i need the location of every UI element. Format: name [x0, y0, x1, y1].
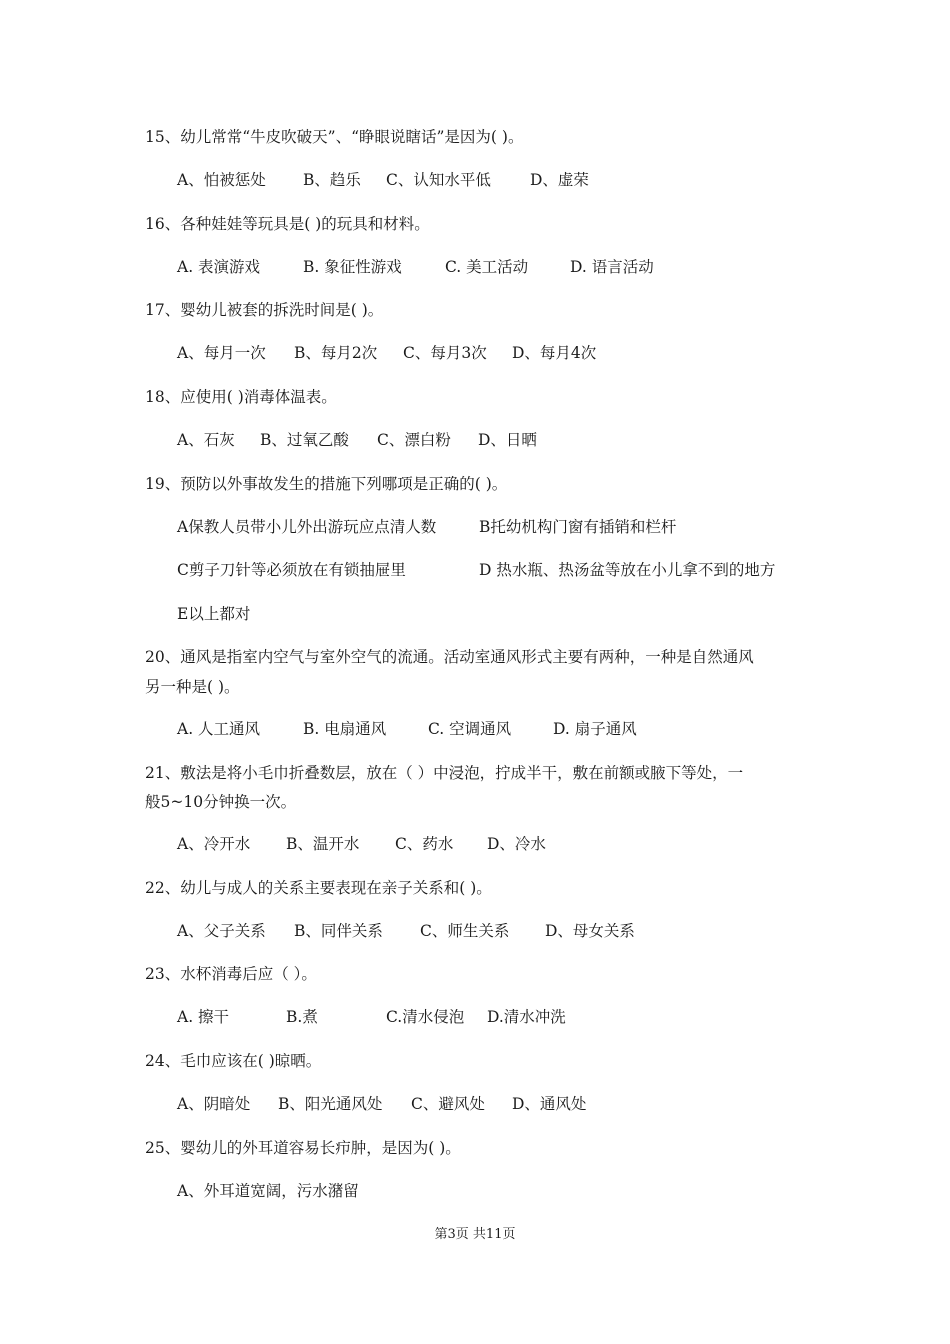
question-19-stem: 19、预防以外事故发生的措施下列哪项是正确的( )。 [145, 475, 508, 493]
page-footer: 第3页 共11页 [434, 1227, 516, 1242]
option-c: C、药水 [395, 835, 454, 853]
option-d: D、母女关系 [545, 922, 635, 940]
option-a: A、父子关系 [177, 922, 266, 940]
option-a: A、外耳道宽阔，污水潴留 [177, 1182, 359, 1200]
question-22-stem: 22、幼儿与成人的关系主要表现在亲子关系和( )。 [145, 879, 492, 897]
option-b: B、每月2次 [294, 344, 378, 362]
option-a: A、冷开水 [177, 835, 251, 853]
question-24-options [177, 1093, 877, 1115]
option-d: D、冷水 [487, 835, 546, 853]
option-b: B托幼机构门窗有插销和栏杆 [479, 518, 677, 536]
option-c: C、师生关系 [420, 922, 510, 940]
question-16-options [177, 256, 877, 278]
option-b: B.煮 [286, 1008, 318, 1026]
option-c: C. 空调通风 [428, 720, 512, 738]
option-d: D、每月4次 [512, 344, 597, 362]
option-d: D. 扇子通风 [553, 720, 637, 738]
option-b: B、趋乐 [303, 171, 361, 189]
option-a: A. 表演游戏 [177, 258, 261, 276]
question-21-stem-line-1: 21、敷法是将小毛巾折叠数层，放在（ ）中浸泡，拧成半干，敷在前额或腋下等处，一 [145, 764, 744, 782]
option-a: A. 人工通风 [177, 720, 261, 738]
question-21-stem-line-2: 般5~10分钟换一次。 [145, 793, 297, 811]
question-23-stem: 23、水杯消毒后应（ ）。 [145, 965, 317, 983]
option-d: D.清水冲洗 [487, 1008, 566, 1026]
option-d: D、虚荣 [530, 171, 589, 189]
question-20-stem-line-1: 20、通风是指室内空气与室外空气的流通。活动室通风形式主要有两种，一种是自然通风 [145, 648, 754, 666]
option-e: E以上都对 [177, 605, 251, 623]
question-20-stem-line-2: 另一种是( )。 [145, 678, 240, 696]
question-17-options [177, 342, 877, 364]
question-15-options [177, 169, 877, 191]
option-c: C、避风处 [411, 1095, 485, 1113]
option-d: D、日晒 [478, 431, 537, 449]
option-c: C剪子刀针等必须放在有锁抽屉里 [177, 561, 406, 579]
question-22-options [177, 920, 877, 942]
question-15-stem: 15、幼儿常常“牛皮吹破天”、“睁眼说瞎话”是因为( )。 [145, 128, 524, 146]
question-21-options [177, 833, 877, 855]
option-a: A保教人员带小儿外出游玩应点清人数 [177, 518, 437, 536]
option-d: D 热水瓶、热汤盆等放在小儿拿不到的地方 [479, 561, 776, 579]
question-19-options-row-1 [177, 516, 877, 538]
option-a: A、石灰 [177, 431, 235, 449]
question-24-stem: 24、毛巾应该在( )晾晒。 [145, 1052, 322, 1070]
question-18-options [177, 429, 877, 451]
option-c: C、每月3次 [403, 344, 487, 362]
option-b: B、温开水 [286, 835, 360, 853]
question-17-stem: 17、婴幼儿被套的拆洗时间是( )。 [145, 301, 384, 319]
question-19-options-row-2 [177, 559, 877, 581]
question-23-options [177, 1006, 877, 1028]
option-a: A、阴暗处 [177, 1095, 251, 1113]
question-16-stem: 16、各种娃娃等玩具是( )的玩具和材料。 [145, 215, 430, 233]
question-18-stem: 18、应使用( )消毒体温表。 [145, 388, 337, 406]
option-b: B、过氧乙酸 [260, 431, 349, 449]
option-d: D、通风处 [512, 1095, 587, 1113]
option-c: C. 美工活动 [445, 258, 529, 276]
option-b: B、同伴关系 [294, 922, 383, 940]
option-c: C.清水侵泡 [386, 1008, 465, 1026]
option-a: A. 擦干 [177, 1008, 230, 1026]
option-c: C、认知水平低 [386, 171, 491, 189]
option-a: A、每月一次 [177, 344, 266, 362]
question-25-stem: 25、婴幼儿的外耳道容易长疖肿，是因为( )。 [145, 1139, 461, 1157]
option-c: C、漂白粉 [377, 431, 451, 449]
option-d: D. 语言活动 [570, 258, 654, 276]
option-b: B. 象征性游戏 [303, 258, 402, 276]
question-20-options [177, 718, 877, 740]
option-a: A、怕被惩处 [177, 171, 266, 189]
option-b: B、阳光通风处 [278, 1095, 383, 1113]
option-b: B. 电扇通风 [303, 720, 387, 738]
